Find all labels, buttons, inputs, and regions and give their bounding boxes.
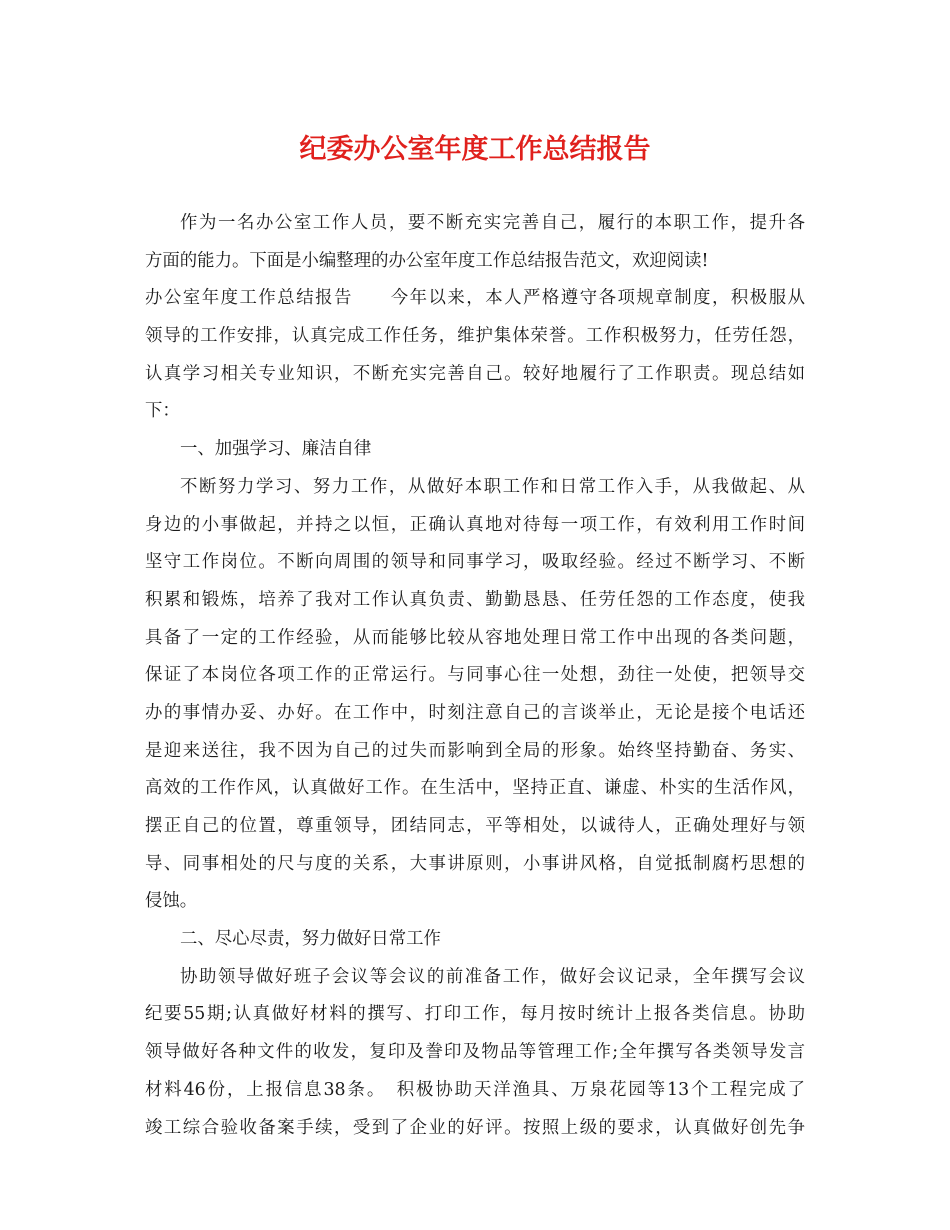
text-line: 纪要55期;认真做好材料的撰写、打印工作，每月按时统计上报各类信息。协助 [145,1004,805,1025]
document-title: 纪委办公室年度工作总结报告 [299,134,651,165]
text-line: 领导的工作安排，认真完成工作任务，维护集体荣誉。工作积极努力，任劳任怨， [145,326,805,347]
text-line: 导、同事相处的尺与度的关系，大事讲原则，小事讲风格，自觉抵制腐朽思想的 [145,853,805,874]
text-line: 材料46份，上报信息38条。 积极协助天洋渔具、万泉花园等13个工程完成了 [145,1079,805,1100]
text-line: 认真学习相关专业知识，不断充实完善自己。较好地履行了工作职责。现总结如 [145,363,805,384]
text-line: 二、尽心尽责，努力做好日常工作 [180,929,441,950]
text-line: 具备了一定的工作经验，从而能够比较从容地处理日常工作中出现的各类问题， [145,627,805,648]
text-line: 保证了本岗位各项工作的正常运行。与同事心往一处想，劲往一处使，把领导交 [145,665,805,686]
text-line: 积累和锻炼，培养了我对工作认真负责、勤勤恳恳、任劳任怨的工作态度，使我 [145,589,805,610]
text-line: 高效的工作作风，认真做好工作。在生活中，坚持正直、谦虚、朴实的生活作风， [145,778,805,799]
text-line: 竣工综合验收备案手续，受到了企业的好评。按照上级的要求，认真做好创先争 [145,1117,805,1138]
text-line: 是迎来送往，我不因为自己的过失而影响到全局的形象。始终坚持勤奋、务实、 [145,740,805,761]
text-line: 摆正自己的位置，尊重领导，团结同志，平等相处，以诚待人，正确处理好与领 [145,816,805,836]
document-body [145,205,805,1147]
text-line: 一、加强学习、廉洁自律 [180,439,372,460]
text-line: 不断努力学习、努力工作，从做好本职工作和日常工作入手，从我做起、从 [180,476,805,497]
text-line: 侵蚀。 [145,891,198,912]
text-line: 协助领导做好班子会议等会议的前准备工作，做好会议记录，全年撰写会议 [180,966,805,987]
text-line: 作为一名办公室工作人员，要不断充实完善自己，履行的本职工作，提升各 [180,213,805,233]
text-line: 方面的能力。下面是小编整理的办公室年度工作总结报告范文，欢迎阅读! [145,250,709,271]
text-line: 身边的小事做起，并持之以恒，正确认真地对待每一项工作，有效利用工作时间 [145,514,805,535]
text-line: 下： [145,401,180,422]
text-line: 办公室年度工作总结报告 今年以来，本人严格遵守各项规章制度，积极服从 [145,288,805,309]
text-line: 坚守工作岗位。不断向周围的领导和同事学习，吸取经验。经过不断学习、不断 [145,552,805,573]
text-line: 领导做好各种文件的收发，复印及誊印及物品等管理工作;全年撰写各类领导发言 [145,1042,805,1063]
text-line: 办的事情办妥、办好。在工作中，时刻注意自己的言谈举止，无论是接个电话还 [145,702,805,723]
